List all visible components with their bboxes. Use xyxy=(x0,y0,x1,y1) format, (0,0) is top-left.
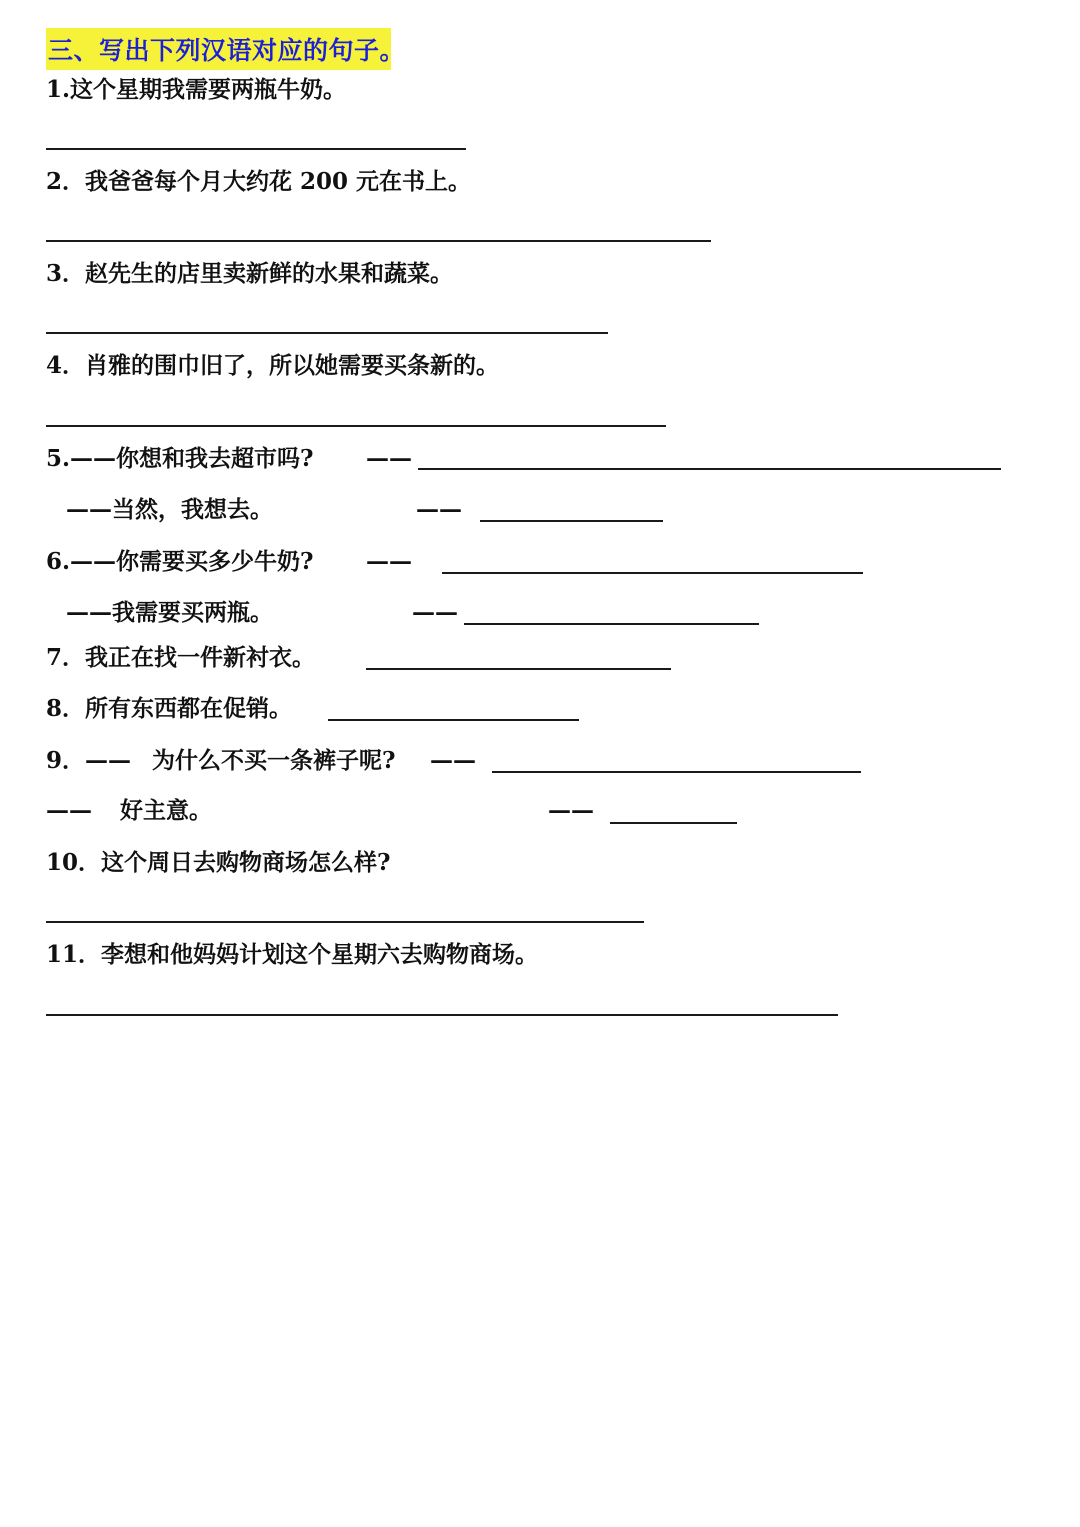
answer-9a-dash: —— xyxy=(430,747,476,774)
answer-9b-dash: —— xyxy=(548,797,594,824)
question-8-text: 8．所有东西都在促销。 xyxy=(46,695,293,722)
question-4-text: 4．肖雅的围巾旧了，所以她需要买条新的。 xyxy=(46,352,500,379)
answer-line-4[interactable] xyxy=(46,425,666,427)
answer-line-8[interactable] xyxy=(328,719,579,721)
question-5-line-a: 5.——你想和我去超市吗? xyxy=(46,445,314,472)
answer-5a-dash: —— xyxy=(366,445,412,472)
section-title xyxy=(46,28,406,70)
answer-line-9b[interactable] xyxy=(610,822,737,824)
answer-5b-dash: —— xyxy=(416,496,462,523)
answer-line-2[interactable] xyxy=(46,240,711,242)
question-10-text: 10．这个周日去购物商场怎么样? xyxy=(46,849,391,876)
section-title-text: 三、写出下列汉语对应的句子。 xyxy=(48,36,406,65)
question-2-text: 2．我爸爸每个月大约花 200 元在书上。 xyxy=(46,168,472,195)
answer-line-7[interactable] xyxy=(366,668,671,670)
answer-line-6b[interactable] xyxy=(464,623,759,625)
question-9-prefix: 9．—— xyxy=(46,747,132,774)
answer-line-5a[interactable] xyxy=(418,468,1001,470)
answer-line-11[interactable] xyxy=(46,1014,838,1016)
question-1-text: 1.这个星期我需要两瓶牛奶。 xyxy=(46,76,347,103)
question-3-text: 3．赵先生的店里卖新鲜的水果和蔬菜。 xyxy=(46,260,454,287)
question-5-line-b: ——当然，我想去。 xyxy=(66,496,273,523)
answer-6a-dash: —— xyxy=(366,548,412,575)
question-9-line-b-prefix: —— xyxy=(46,797,92,824)
answer-line-9a[interactable] xyxy=(492,771,861,773)
question-11-text: 11．李想和他妈妈计划这个星期六去购物商场。 xyxy=(46,941,539,968)
question-9-line-a: 为什么不买一条裤子呢? xyxy=(152,747,396,774)
answer-line-3[interactable] xyxy=(46,332,608,334)
question-6-line-b: ——我需要买两瓶。 xyxy=(66,599,273,626)
answer-line-1[interactable] xyxy=(46,148,466,150)
question-7-text: 7．我正在找一件新衬衣。 xyxy=(46,644,316,671)
answer-line-10[interactable] xyxy=(46,921,644,923)
answer-line-5b[interactable] xyxy=(480,520,663,522)
question-9-line-b: 好主意。 xyxy=(120,797,212,824)
question-6-line-a: 6.——你需要买多少牛奶? xyxy=(46,548,314,575)
answer-line-6a[interactable] xyxy=(442,572,863,574)
answer-6b-dash: —— xyxy=(412,599,458,626)
